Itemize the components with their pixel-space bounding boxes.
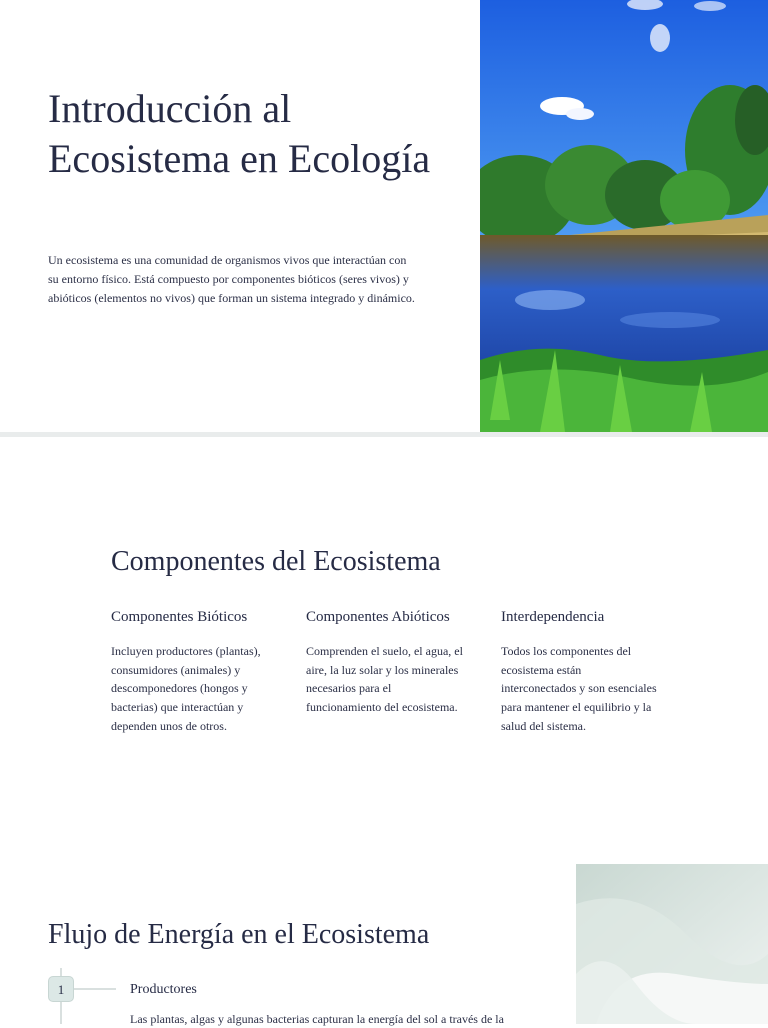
energy-flow-title: Flujo de Energía en el Ecosistema: [48, 919, 430, 950]
abstract-waves-image: [576, 864, 768, 1024]
section-divider: [0, 432, 768, 437]
biotic-heading: Componentes Bióticos: [111, 609, 248, 625]
river-landscape-image: [480, 0, 768, 432]
abiotic-column: [306, 606, 464, 717]
step-title: Productores: [130, 982, 197, 997]
interdependence-text: Todos los componentes del ecosistema están interconectados y son esenciales para mantener el equilibrio y la salud del sistema.: [501, 644, 657, 733]
interdependence-heading: Interdependencia: [501, 609, 605, 625]
timeline-connector: [74, 988, 116, 990]
abiotic-heading: Componentes Abióticos: [306, 609, 450, 625]
abiotic-text: Comprenden el suelo, el agua, el aire, la luz solar y los minerales necesarios para el funcionamiento del ecosistema.: [306, 644, 463, 715]
interdependence-column: [501, 606, 659, 736]
biotic-column: [111, 606, 269, 736]
step-number-badge: 1: [48, 976, 74, 1002]
hero-section: [0, 0, 768, 432]
hero-description: Un ecosistema es una comunidad de organismos vivos que interactúan con su entorno físico. Está compuesto por componentes bióticos (seres vivos) y abióticos (elementos no vivos) que forman un sistema integrado y dinámico.: [48, 253, 415, 305]
hero-title: Introducción al Ecosistema en Ecología: [48, 86, 431, 181]
biotic-text: Incluyen productores (plantas), consumidores (animales) y descomponedores (hongos y bacterias) que interactúan y dependen unos de otros.: [111, 644, 261, 733]
step-text: Las plantas, algas y algunas bacterias capturan la energía del sol a través de la: [130, 1012, 504, 1026]
components-title: Componentes del Ecosistema: [111, 546, 441, 577]
